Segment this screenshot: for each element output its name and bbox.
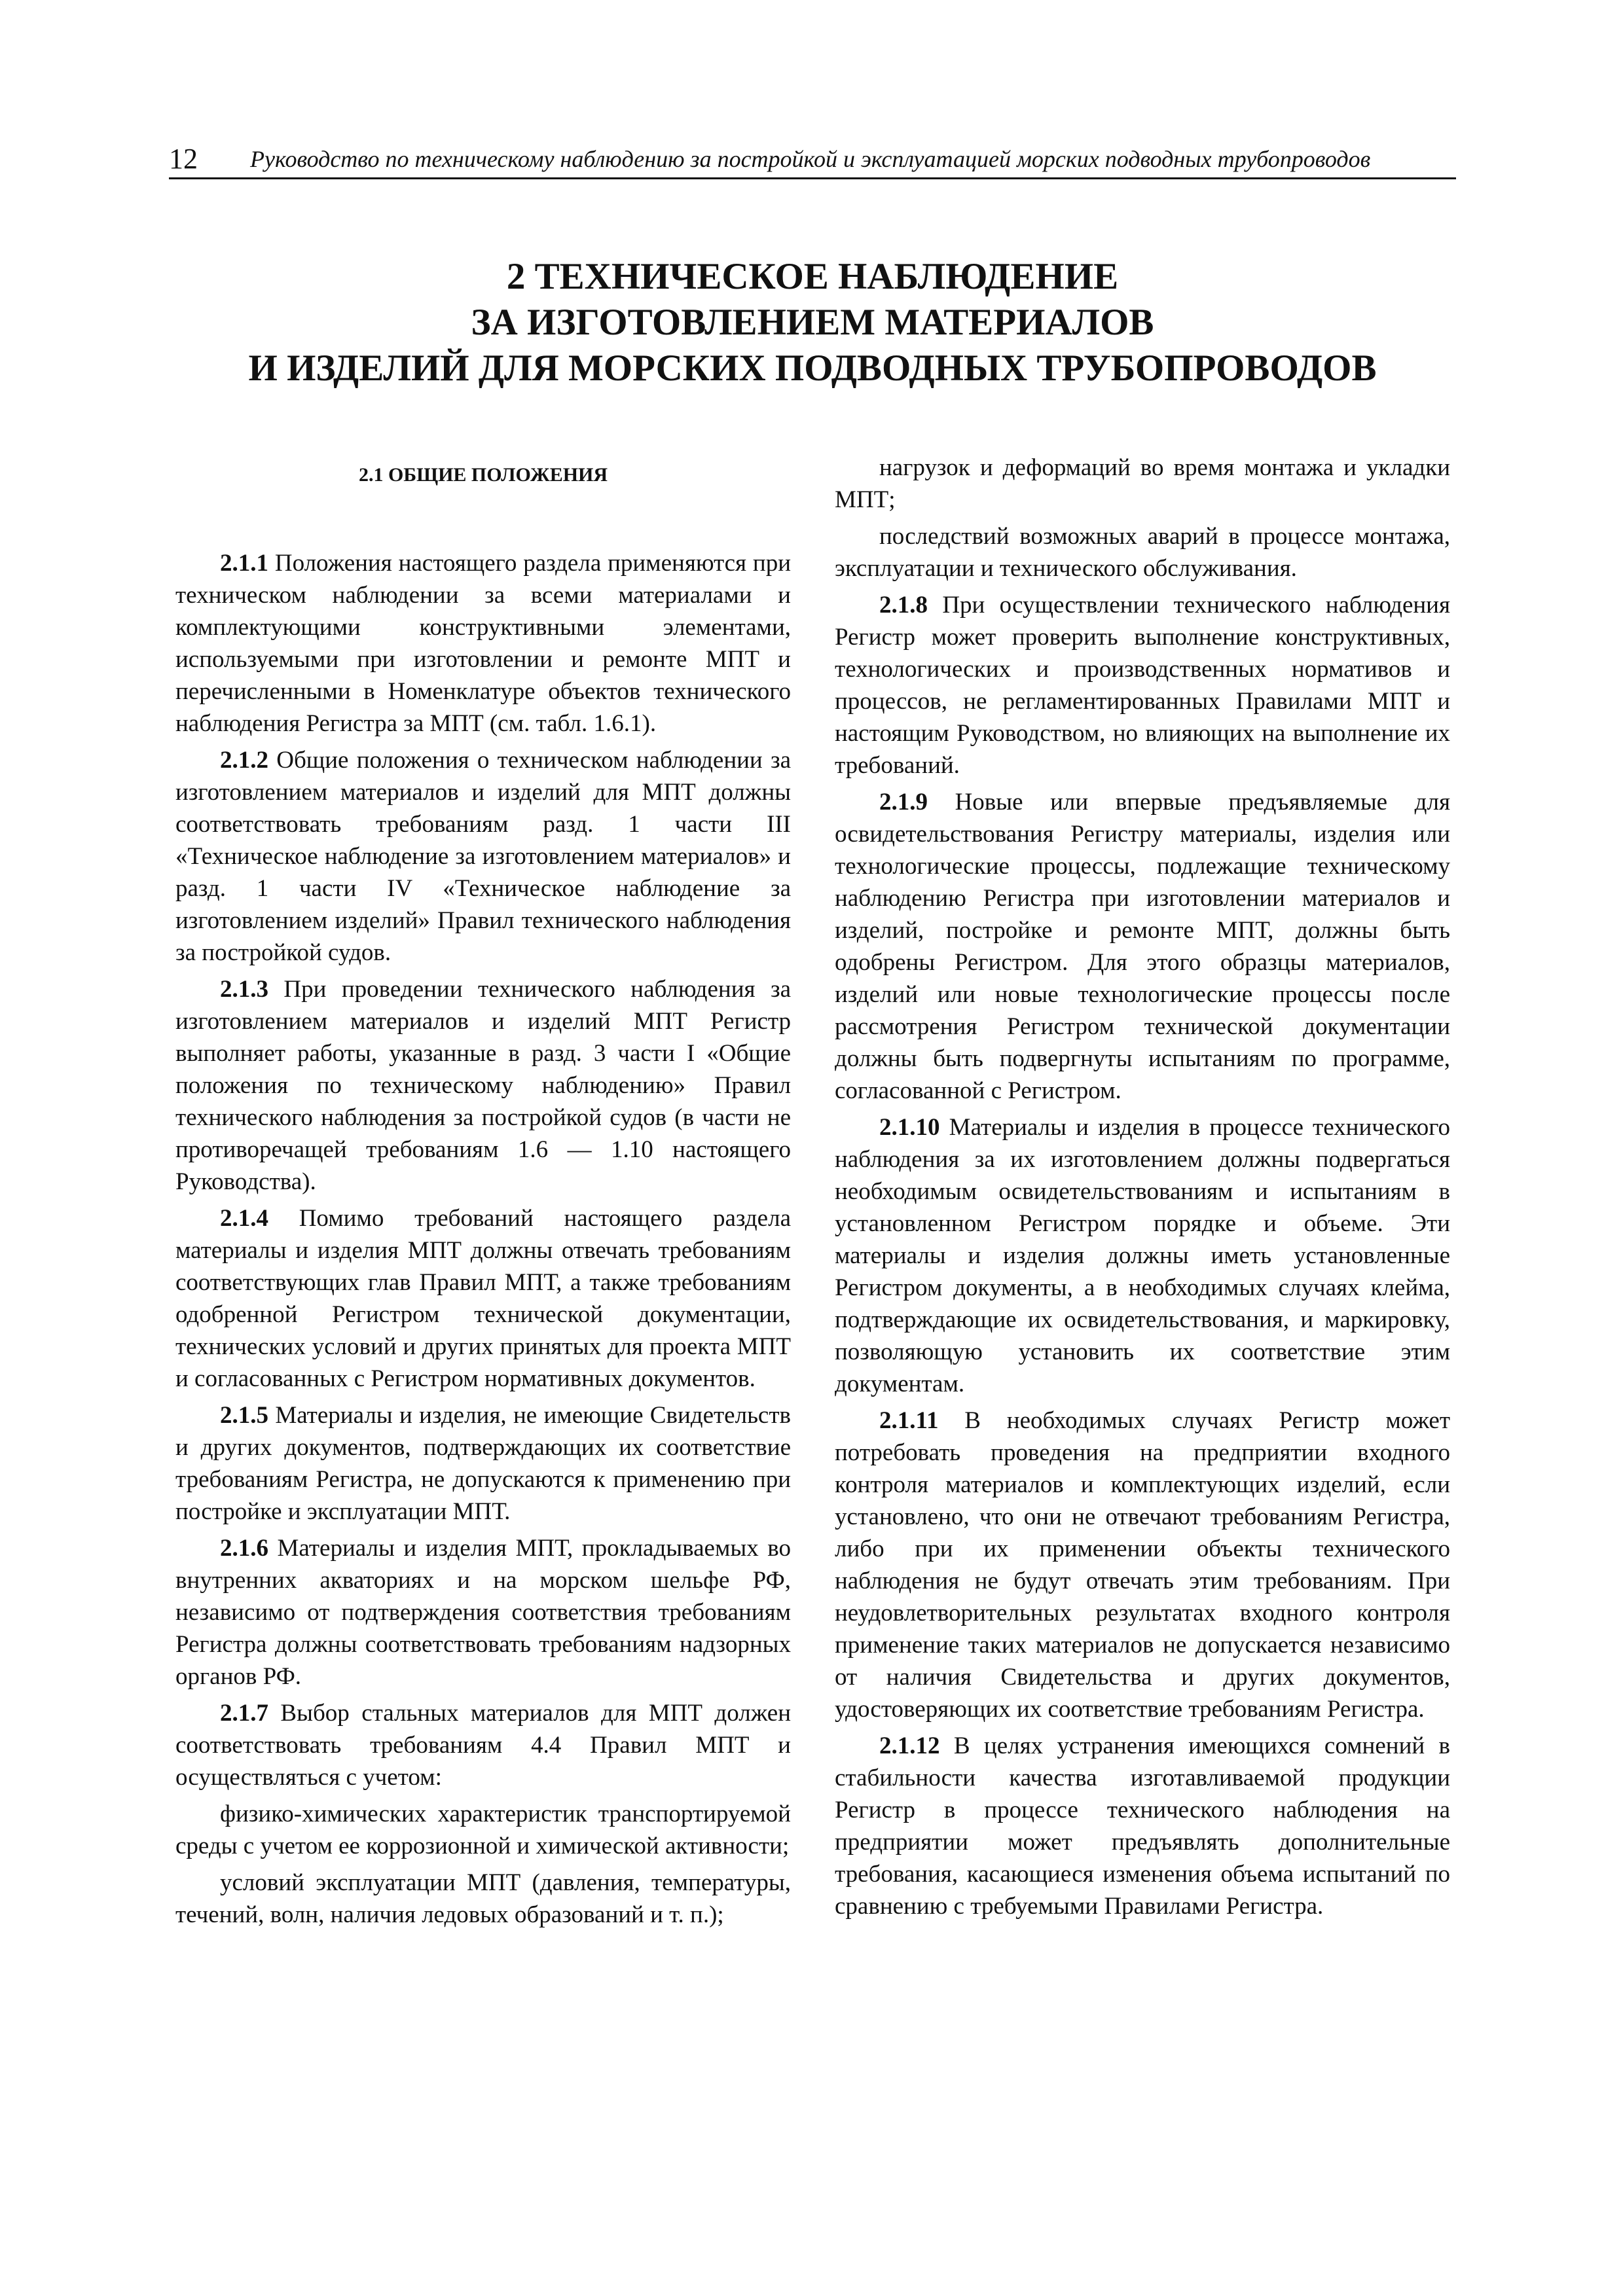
- list-item: физико-химических характеристик транспортируемой среды с учетом ее коррозионной и химической активности;: [175, 1801, 791, 1859]
- paragraph-number: 2.1.1: [220, 550, 268, 577]
- paragraph-number: 2.1.11: [879, 1407, 939, 1434]
- paragraph-number: 2.1.6: [220, 1535, 268, 1562]
- paragraph-text: Выбор стальных материалов для МПТ должен соответствовать требованиям 4.4 Правил МПТ и осуществляться с учетом:: [175, 1700, 791, 1791]
- paragraph-2-1-4: [175, 1202, 791, 1395]
- paragraph-2-1-12: [835, 1730, 1450, 1922]
- paragraph-text: Общие положения о техническом наблюдении за изготовлением материалов и изделий для МПТ должны соответствовать требованиям разд. 1 части III «Техническое наблюдение за изготовлением материалов» и разд. 1 части IV «Техническое наблюдение за изготовлением изделий» Правил технического наблюдения за постройкой судов.: [175, 747, 791, 966]
- page-number: 12: [169, 143, 198, 175]
- list-item: условий эксплуатации МПТ (давления, температуры, течений, волн, наличия ледовых образований и т. п.);: [175, 1869, 791, 1928]
- chapter-title-line: ЗА ИЗГОТОВЛЕНИЕМ МАТЕРИАЛОВ: [471, 302, 1154, 343]
- paragraph-number: 2.1.10: [879, 1114, 940, 1141]
- paragraph-number: 2.1.9: [879, 789, 928, 816]
- paragraph-text: Помимо требований настоящего раздела материалы и изделия МПТ должны отвечать требованиям соответствующих глав Правил МПТ, а также требованиям одобренной Регистром технической документации, технических условий и других принятых для проекта МПТ и согласованных с Регистром нормативных документов.: [175, 1205, 791, 1392]
- paragraph-text: Материалы и изделия в процессе технического наблюдения за их изготовлением должны подвергаться необходимым освидетельствованиям и испытаниям в установленном Регистром порядке и объеме. Эти материалы и изделия должны иметь установленные Регистром документы, а в необходимых случаях клейма, подтверждающие их освидетельствования, и маркировку, позволяющую установить их соответствие этим документам.: [835, 1114, 1450, 1397]
- chapter-title: [169, 254, 1456, 391]
- paragraph-2-1-3: [175, 973, 791, 1198]
- list-item: нагрузок и деформаций во время монтажа и укладки МПТ;: [835, 454, 1450, 513]
- paragraph-text: Новые или впервые предъявляемые для освидетельствования Регистру материалы, изделия или технологические процессы, подлежащие техническому наблюдению Регистра при изготовлении материалов и изделий, постройке и ремонте МПТ, должны быть одобрены Регистром. Для этого образцы материалов, изделий или новые технологические процессы после рассмотрения Регистром технической документации должны быть подвергнуты испытаниям по программе, согласованной с Регистром.: [835, 789, 1450, 1104]
- paragraph-text: Материалы и изделия МПТ, прокладываемых во внутренних акваториях и на морском шельфе РФ, независимо от подтверждения соответствия требованиям Регистра должны соответствовать требованиям надзорных органов РФ.: [175, 1535, 791, 1690]
- paragraph-number: 2.1.5: [220, 1402, 268, 1429]
- running-title: Руководство по техническому наблюдению за постройкой и эксплуатацией морских подводных трубопроводов: [250, 146, 1371, 172]
- paragraph-text: В необходимых случаях Регистр может потребовать проведения на предприятии входного контроля материалов и комплектующих изделий, если установлено, что они не отвечают требованиям Регистра, либо при их применении объекты технического наблюдения не будут отвечать этим требованиям. При неудовлетворительных результатах входного контроля применение таких материалов не допускается независимо от наличия Свидетельства и других документов, удостоверяющих их соответствие требованиям Регистра.: [835, 1407, 1450, 1723]
- paragraph-number: 2.1.7: [220, 1700, 268, 1727]
- paragraph-number: 2.1.3: [220, 976, 268, 1003]
- list-item: последствий возможных аварий в процессе монтажа, эксплуатации и технического обслуживания.: [835, 523, 1450, 582]
- paragraph-2-1-10: [835, 1111, 1450, 1400]
- paragraph-2-1-8: [835, 589, 1450, 781]
- running-header: [169, 139, 1456, 179]
- paragraph-text: При проведении технического наблюдения за изготовлением материалов и изделий МПТ Регистр выполняет работы, указанные в разд. 3 части I «Общие положения по техническому наблюдению» Правил технического наблюдения за постройкой судов (в части не противоречащей требованиям 1.6 — 1.10 настоящего Руководства).: [175, 976, 791, 1195]
- paragraph-2-1-11: [835, 1405, 1450, 1725]
- paragraph-2-1-7: [175, 1697, 791, 1793]
- chapter-title-line: И ИЗДЕЛИЙ ДЛЯ МОРСКИХ ПОДВОДНЫХ ТРУБОПРОВОДОВ: [248, 348, 1377, 389]
- paragraph-text: Материалы и изделия, не имеющие Свидетельств и других документов, подтверждающих их соответствие требованиям Регистра, не допускаются к применению при постройке и эксплуатации МПТ.: [175, 1402, 791, 1525]
- paragraph-2-1-9: [835, 786, 1450, 1107]
- paragraph-2-1-5: [175, 1399, 791, 1528]
- left-column: [175, 452, 791, 1935]
- paragraph-text: В целях устранения имеющихся сомнений в стабильности качества изготавливаемой продукции Регистр в процессе технического наблюдения на предприятии может предъявлять дополнительные требования, касающиеся изменения объема испытаний по сравнению с требуемыми Правилами Регистра.: [835, 1732, 1450, 1920]
- paragraph-2-1-1: [175, 547, 791, 740]
- right-column: [835, 452, 1450, 1927]
- paragraph-number: 2.1.8: [879, 592, 928, 619]
- paragraph-number: 2.1.4: [220, 1205, 268, 1232]
- paragraph-2-1-6: [175, 1532, 791, 1693]
- chapter-title-line: 2 ТЕХНИЧЕСКОЕ НАБЛЮДЕНИЕ: [506, 256, 1119, 297]
- section-heading: 2.1 ОБЩИЕ ПОЛОЖЕНИЯ: [358, 464, 608, 486]
- paragraph-number: 2.1.12: [879, 1732, 940, 1759]
- paragraph-2-1-2: [175, 744, 791, 969]
- paragraph-text: При осуществлении технического наблюдения Регистр может проверить выполнение конструктивных, технологических и производственных нормативов и процессов, не регламентированных Правилами МПТ и настоящим Руководством, но влияющих на выполнение их требований.: [835, 592, 1450, 779]
- paragraph-text: Положения настоящего раздела применяются при техническом наблюдении за всеми материалами и комплектующими конструктивными элементами, используемыми при изготовлении и ремонте МПТ и перечисленными в Номенклатуре объектов технического наблюдения Регистра за МПТ (см. табл. 1.6.1).: [175, 550, 791, 737]
- paragraph-number: 2.1.2: [220, 747, 268, 774]
